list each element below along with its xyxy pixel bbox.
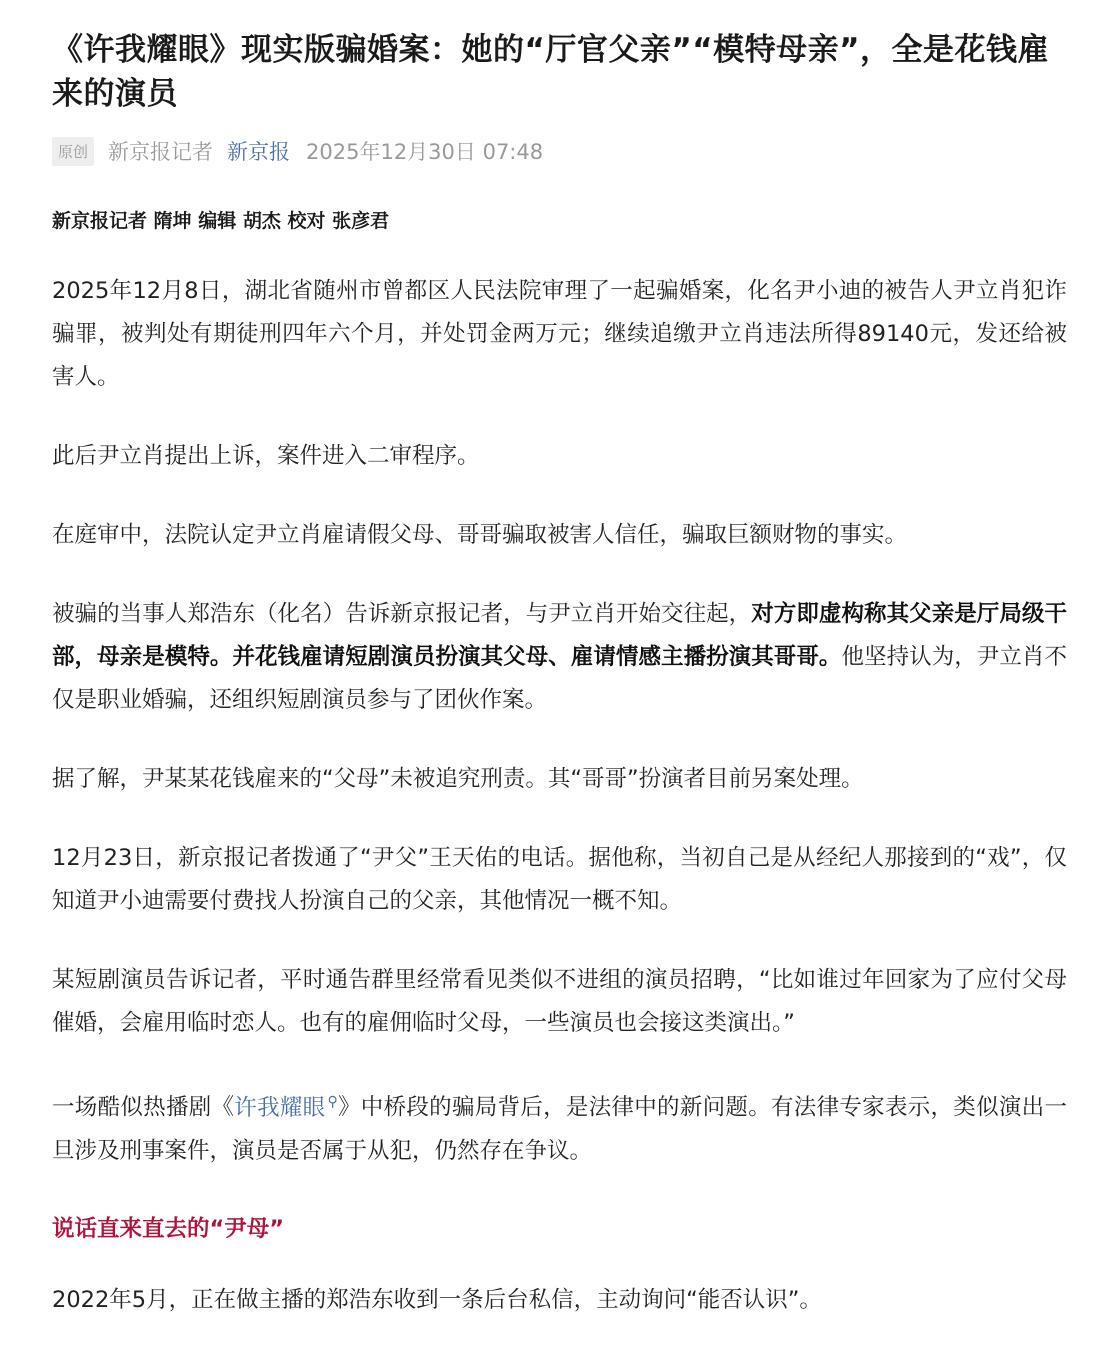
search-icon: ⚲ (327, 1094, 338, 1110)
paragraph-4 (52, 593, 1067, 722)
paragraph-2: 此后尹立肖提出上诉，案件进入二审程序。 (52, 443, 480, 469)
drama-search-link[interactable] (234, 1095, 337, 1121)
byline: 新京报记者 隋坤 编辑 胡杰 校对 张彦君 (52, 210, 390, 232)
original-badge: 原创 (52, 137, 94, 166)
paragraph-4-bold: 对方即虚构称其父亲是厅局级干部，母亲是模特。并花钱雇请短剧演员扮演其父母、雇请情感主播扮演其哥哥。 (52, 601, 1067, 670)
publish-datetime: 2025年12月30日 07:48 (306, 140, 544, 164)
section-heading: 说话直来直去的“尹母” (52, 1215, 285, 1242)
paragraph-8-text: 一场酷似热播剧《 (52, 1094, 235, 1121)
author-label: 新京报记者 (108, 140, 214, 164)
source-link[interactable]: 新京报 (227, 140, 291, 164)
paragraph-9: 2022年5月，正在做主播的郑浩东收到一条后台私信，主动询问“能否认识”。 (52, 1286, 822, 1313)
paragraph-6: 12月23日，新京报记者拨通了“尹父”王天佑的电话。据他称，当初自己是从经纪人那接到的“戏”，仅知道尹小迪需要付费找人扮演自己的父亲，其他情况一概不知。 (52, 845, 1067, 914)
article-meta (52, 134, 1067, 168)
paragraph-4-tail: 他坚持认为，尹立肖不仅是职业婚骗，还组织短剧演员参与了团伙作案。 (52, 644, 1067, 713)
paragraph-1: 2025年12月8日，湖北省随州市曾都区人民法院审理了一起骗婚案，化名尹小迪的被告人尹立肖犯诈骗罪，被判处有期徒刑四年六个月，并处罚金两万元；继续追缴尹立肖违法所得89140元，发还给被害人。 (52, 278, 1067, 390)
paragraph-7: 某短剧演员告诉记者，平时通告群里经常看见类似不进组的演员招聘，“比如谁过年回家为了应付父母催婚，会雇用临时恋人。也有的雇佣临时父母，一些演员也会接这类演出。” (52, 967, 1067, 1036)
paragraph-8-tail: 》中桥段的骗局背后，是法律中的新问题。有法律专家表示，类似演出一旦涉及刑事案件，演员是否属于从犯，仍然存在争议。 (52, 1094, 1067, 1164)
article-title: 《许我耀眼》现实版骗婚案：她的“厅官父亲”“模特母亲”，全是花钱雇来的演员 (52, 32, 1049, 112)
paragraph-8 (52, 1081, 1067, 1173)
paragraph-3: 在庭审中，法院认定尹立肖雇请假父母、哥哥骗取被害人信任，骗取巨额财物的事实。 (52, 522, 908, 548)
drama-link-text: 许我耀眼 (234, 1094, 326, 1121)
paragraph-4-text: 被骗的当事人郑浩东（化名）告诉新京报记者，与尹立肖开始交往起， (52, 601, 752, 627)
paragraph-5: 据了解，尹某某花钱雇来的“父母”未被追究刑责。其“哥哥”扮演者目前另案处理。 (52, 766, 864, 792)
